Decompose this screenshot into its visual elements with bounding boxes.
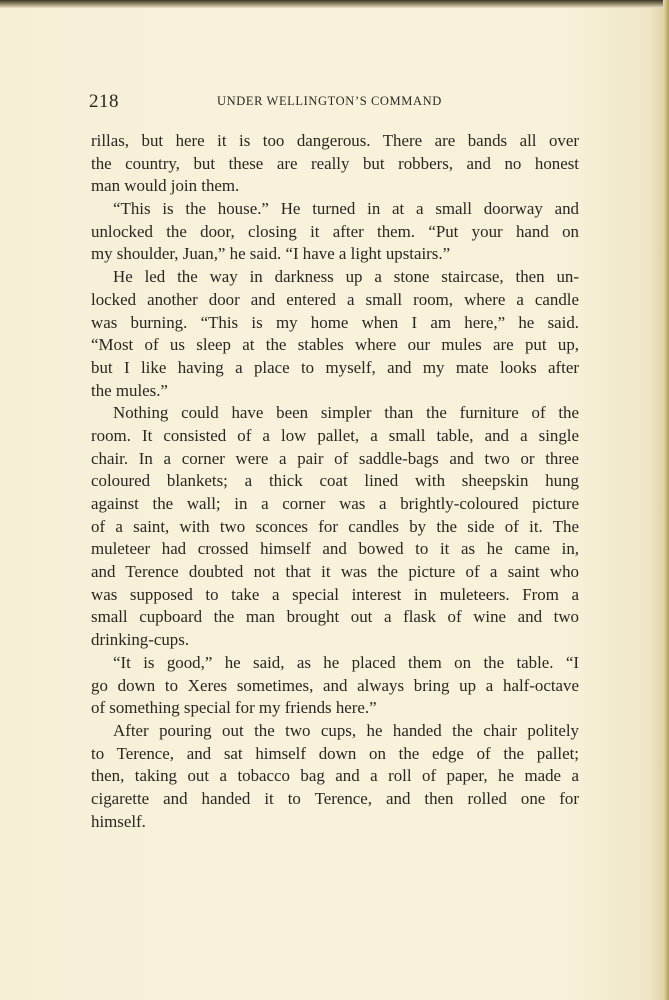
running-head: UNDER WELLINGTON’S COMMAND (217, 94, 442, 108)
text-line: coloured blankets; a thick coat lined with sheepskin hung (91, 471, 579, 491)
text-line: He led the way in darkness up a stone staircase, then un- (113, 267, 579, 287)
text-line: “This is the house.” He turned in at a small doorway and (113, 199, 579, 219)
text-line: the mules.” (91, 380, 168, 400)
text-line: drinking-cups. (91, 630, 190, 650)
text-line: was supposed to take a special interest in muleteers. From a (91, 584, 579, 604)
paragraph (91, 720, 579, 833)
text-line: room. It consisted of a low pallet, a small table, and a single (91, 425, 579, 445)
text-line: “Most of us sleep at the stables where our mules are put up, (91, 335, 579, 355)
text-line: against the wall; in a corner was a brightly-coloured picture (91, 494, 579, 513)
paragraph (91, 130, 579, 198)
page-number: 218 (89, 91, 119, 112)
text-line: cigarette and handed it to Terence, and then rolled one for (91, 788, 579, 808)
text-line: “It is good,” he said, as he placed them on the table. “I (113, 652, 579, 672)
text-line: of something special for my friends here.” (91, 698, 377, 718)
page-top-shadow (0, 0, 669, 8)
paragraph (91, 652, 579, 720)
paragraph (91, 402, 579, 652)
text-line: Nothing could have been simpler than the furniture of the (113, 403, 579, 423)
text-line: muleteer had crossed himself and bowed to it as he came in, (91, 539, 579, 559)
text-line: go down to Xeres sometimes, and always bring up a half-octave (91, 675, 579, 695)
text-line: of a saint, with two sconces for candles by the side of it. The (91, 516, 579, 536)
text-line: himself. (91, 811, 146, 831)
page-right-edge (663, 0, 669, 1000)
text-line: locked another door and entered a small room, where a candle (91, 289, 579, 309)
paragraph (91, 266, 579, 402)
text-line: was burning. “This is my home when I am here,” he said. (91, 312, 579, 332)
text-line: rillas, but here it is too dangerous. There are bands all over (91, 131, 579, 150)
text-line: small cupboard the man brought out a flask of wine and two (91, 607, 579, 627)
page-header (89, 91, 579, 113)
text-line: but I like having a place to myself, and my mate looks after (91, 357, 579, 377)
text-line: man would join them. (91, 176, 240, 196)
text-line: chair. In a corner were a pair of saddle-bags and two or three (91, 448, 579, 468)
text-line: to Terence, and sat himself down on the edge of the pallet; (91, 743, 579, 763)
text-line: my shoulder, Juan,” he said. “I have a light upstairs.” (91, 244, 451, 264)
text-line: unlocked the door, closing it after them. “Put your hand on (91, 221, 579, 241)
text-line: then, taking out a tobacco bag and a roll of paper, he made a (91, 766, 579, 786)
body-text (91, 130, 579, 833)
paragraph (91, 198, 579, 266)
text-line: the country, but these are really but robbers, and no honest (91, 153, 579, 173)
text-line: After pouring out the two cups, he handed the chair politely (113, 720, 579, 740)
text-line: and Terence doubted not that it was the picture of a saint who (91, 562, 579, 582)
